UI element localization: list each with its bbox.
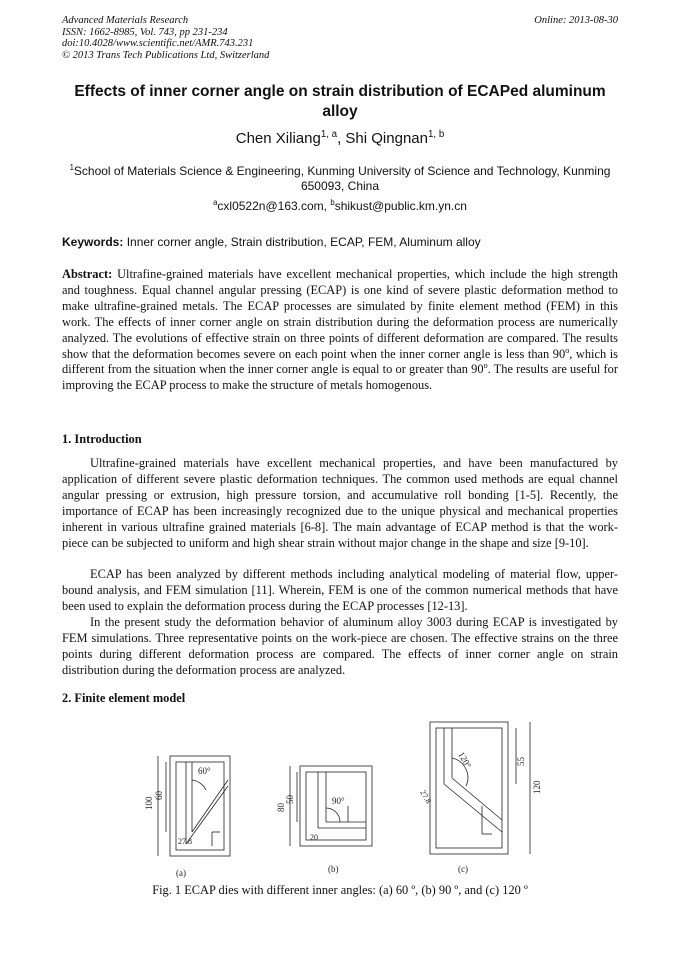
die-b-angle: 90° bbox=[332, 796, 345, 806]
author-separator: , bbox=[337, 130, 346, 147]
journal-copyright: © 2013 Trans Tech Publications Ltd, Switzerland bbox=[62, 49, 270, 61]
die-a-corner: 27.8 bbox=[178, 837, 192, 846]
paper-title: Effects of inner corner angle on strain distribution of ECAPed aluminum alloy bbox=[74, 83, 606, 120]
email-sup: a bbox=[213, 198, 218, 207]
die-a-label: (a) bbox=[176, 868, 186, 878]
intro-paragraph-3: In the present study the deformation behavior of aluminum alloy 3003 during ECAP is investigated by FEM simulations. Three representative points on the work-piece are chosen. The effective strains on the three points during different deformation process are compared. The effects of inner corner angle on strain distribution during the deformation process are analyzed. bbox=[62, 615, 618, 677]
die-b-inner-outline bbox=[306, 772, 366, 840]
die-c-inner: 55 bbox=[516, 757, 526, 766]
die-a-inner: 60 bbox=[154, 791, 164, 800]
die-c-outline bbox=[430, 722, 508, 854]
keywords bbox=[62, 235, 618, 250]
die-a bbox=[144, 756, 230, 878]
die-c-angle: 120° bbox=[456, 750, 474, 770]
email-line bbox=[62, 199, 618, 214]
die-c-exit-channel bbox=[444, 784, 502, 832]
keywords-label: Keywords: bbox=[62, 235, 124, 249]
die-c-inner-outline bbox=[436, 728, 502, 848]
abstract-text-end: . The results are useful for improving the ECAP process to make the structure of metals homogenous. bbox=[62, 362, 618, 393]
author-sup: 1, a bbox=[320, 129, 338, 140]
journal-header bbox=[62, 15, 618, 61]
author-sup: 1, b bbox=[427, 129, 445, 140]
degree-sup: o bbox=[565, 345, 570, 355]
author-name: Chen Xiliang bbox=[235, 130, 321, 147]
author-line bbox=[62, 130, 618, 148]
die-b-height: 80 bbox=[276, 803, 286, 812]
section-heading-fem-model: 2. Finite element model bbox=[62, 691, 186, 705]
abstract-label: Abstract: bbox=[62, 267, 113, 281]
ecap-dies-figure bbox=[140, 714, 560, 884]
affiliation-sup: 1 bbox=[69, 163, 74, 172]
die-c-exit-channel bbox=[452, 778, 502, 820]
die-c bbox=[418, 722, 542, 874]
author-name: Shi Qingnan bbox=[345, 130, 428, 147]
die-b-corner: 20 bbox=[310, 833, 318, 842]
die-c-label: (c) bbox=[458, 864, 468, 874]
die-b-inner: 50 bbox=[285, 795, 295, 804]
keywords-text: Inner corner angle, Strain distribution, ECAP, FEM, Aluminum alloy bbox=[126, 235, 481, 249]
abstract-text: Ultrafine-grained materials have excellent mechanical properties, which include the high strength and toughness. Equal channel angular pressing (ECAP) is one kind of severe plastic deformation method to make ultrafine-grained metals. The ECAP processes are simulated by finite element method (FEM) in this work. The effects of inner corner angle on strain distribution during the deformation process are numerically analyzed. The evolutions of effective strain on three points of different deformation are compared. The results show that the deformation becomes severe on each point when the inner corner angle is less than 90 bbox=[62, 267, 618, 361]
email-sup: b bbox=[330, 198, 335, 207]
die-a-exit-channel bbox=[192, 780, 228, 832]
abstract bbox=[62, 267, 618, 394]
die-b-angle-arc bbox=[326, 808, 340, 822]
online-date: Online: 2013-08-30 bbox=[534, 15, 618, 26]
email-address[interactable]: cxl0522n@163.com bbox=[217, 199, 324, 213]
journal-doi: doi:10.4028/www.scientific.net/AMR.743.231 bbox=[62, 38, 254, 50]
die-c-corner: 27.8 bbox=[418, 788, 434, 806]
journal-name: Advanced Materials Research bbox=[62, 15, 189, 26]
intro-paragraph-1: Ultrafine-grained materials have excellent mechanical properties, and have been manufactured by application of different severe plastic deformation techniques. The common used methods are equal channel angular pressing or extrusion, high pressure torsion, and accumulative roll bonding [1-5]. Recently, the importance of ECAP has been increasingly recognized due to the unique physical and mechanical properties inherent in various ultrafine grained materials [6-8]. The main advantage of ECAP method is that the work-piece can be subjected to uniform and high shear strain without major change in the shape and size [9-10]. bbox=[62, 456, 618, 550]
die-a-angle: 60° bbox=[198, 766, 211, 776]
intro-paragraph-2: ECAP has been analyzed by different methods including analytical modeling of material flow, upper-bound analysis, and FEM simulation [11]. Wherein, FEM is one of the common numerical methods that have been used to explain the deformation process during the ECAP processes [12-13]. bbox=[62, 567, 618, 613]
die-a-angle-arc bbox=[192, 780, 206, 790]
figure-caption: Fig. 1 ECAP dies with different inner angles: (a) 60 º, (b) 90 º, and (c) 120 º bbox=[152, 883, 528, 897]
affiliation-text: School of Materials Science & Engineering, Kunming University of Science and Technology, Kunming 650093, China bbox=[73, 164, 611, 193]
die-b-label: (b) bbox=[328, 864, 339, 874]
degree-sup: o bbox=[483, 361, 488, 371]
affiliation bbox=[62, 164, 618, 194]
die-c-height: 120 bbox=[532, 780, 542, 794]
email-address[interactable]: shikust@public.km.yn.cn bbox=[334, 199, 467, 213]
journal-issn: ISSN: 1662-8985, Vol. 743, pp 231-234 bbox=[62, 26, 228, 38]
section-heading-introduction: 1. Introduction bbox=[62, 432, 142, 446]
die-a-height: 100 bbox=[144, 796, 154, 810]
email-separator: , bbox=[323, 199, 331, 213]
abstract-text-mid: , which is different from the situation when the inner corner angle is equal to or greater than 90 bbox=[62, 346, 619, 377]
die-b bbox=[276, 766, 372, 874]
